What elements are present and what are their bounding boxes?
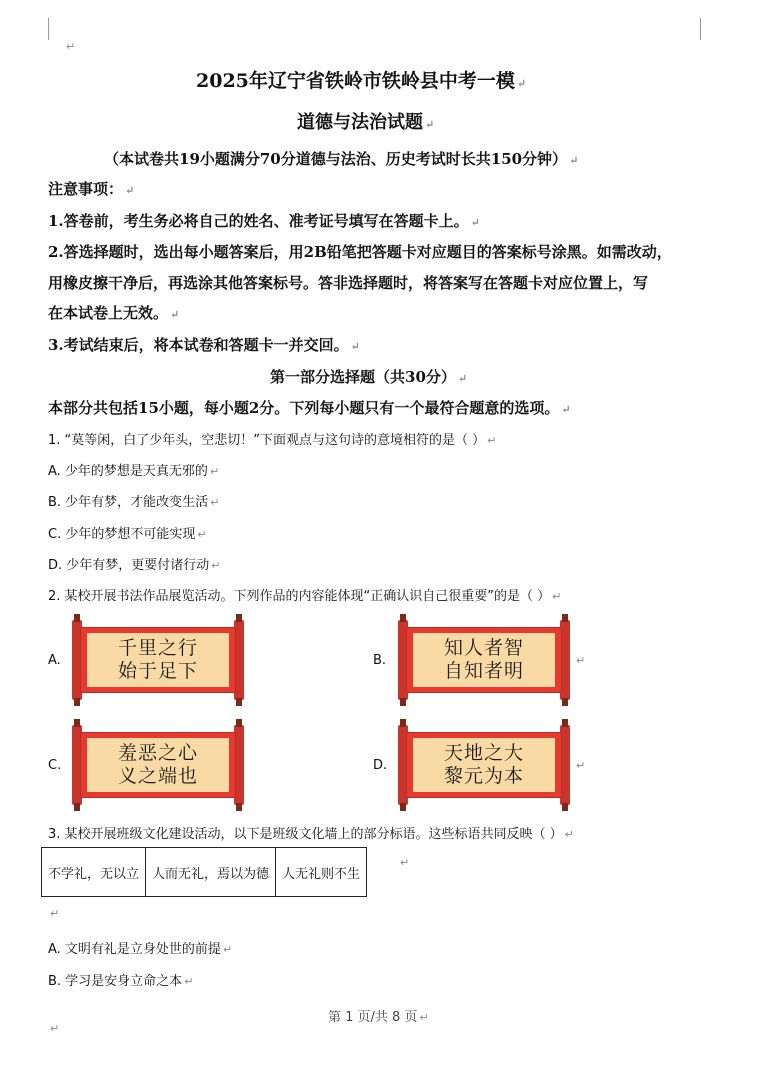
calligraphy-scroll-a	[72, 620, 244, 700]
paragraph-mark: ↵	[516, 77, 527, 90]
paragraph-mark: ↵	[419, 1011, 429, 1024]
crop-mark-left	[48, 18, 49, 40]
part1-intro: 本部分共包括15小题，每小题2分。下列每小题只有一个最符合题意的选项。 ↵	[48, 399, 571, 417]
question-2-stem: 2. 某校开展书法作品展览活动。下列作品的内容能体现“正确认识自己很重要”的是（ ） ↵	[48, 589, 562, 604]
notice-heading: 注意事项： ↵	[48, 180, 135, 198]
paragraph-mark: ↵	[184, 975, 194, 988]
scroll-text-line: 始于足下	[117, 660, 198, 682]
question-1-option-b: B. 少年有梦，才能改变生活 ↵	[48, 495, 220, 510]
calligraphy-scroll-d	[398, 725, 570, 805]
page-number: 第 1 页/共 8 页 ↵	[328, 1010, 429, 1025]
question-1-option-d: D. 少年有梦，更要付诸行动 ↵	[48, 558, 221, 573]
paragraph-mark: ↵	[552, 590, 562, 603]
question-3-stem: 3. 某校开展班级文化建设活动，以下是班级文化墙上的部分标语。这些标语共同反映（ ） ↵	[48, 827, 574, 842]
paragraph-mark: ↵	[457, 372, 468, 385]
paragraph-mark: ↵	[569, 154, 579, 167]
paragraph-mark: ↵	[50, 1022, 60, 1035]
notice-item: 在本试卷上无效。 ↵	[48, 304, 180, 322]
paragraph-mark: ↵	[576, 759, 586, 772]
paragraph-mark: ↵	[211, 559, 221, 572]
scroll-text-line: 黎元为本	[443, 765, 524, 787]
paragraph-mark: ↵	[210, 496, 220, 509]
exam-subtitle: 道德与法治试题 ↵	[297, 112, 435, 133]
question-2-option-a-letter: A.	[48, 653, 61, 668]
notice-item: 3.考试结束后，将本试卷和答题卡一并交回。 ↵	[48, 336, 360, 354]
question-1-option-a: A. 少年的梦想是天真无邪的 ↵	[48, 464, 220, 479]
paragraph-mark: ↵	[400, 856, 410, 869]
paragraph-mark: ↵	[350, 340, 360, 353]
scroll-text-line: 天地之大	[443, 742, 524, 764]
scroll-text-line: 知人者智	[443, 637, 524, 659]
paragraph-mark: ↵	[564, 828, 574, 841]
paragraph-mark: ↵	[66, 40, 76, 53]
crop-mark-right	[700, 18, 701, 40]
paragraph-mark: ↵	[561, 403, 571, 416]
paragraph-mark: ↵	[170, 308, 180, 321]
slogan-cell: 人而无礼，焉以为德	[146, 848, 276, 897]
exam-title: 2025年辽宁省铁岭市铁岭县中考一模 ↵	[196, 70, 527, 92]
calligraphy-scroll-b	[398, 620, 570, 700]
table-row	[42, 848, 367, 897]
exam-info: （本试卷共19小题满分70分道德与法治、历史考试时长共150分钟） ↵	[104, 150, 579, 168]
scroll-text-line: 义之端也	[117, 765, 198, 787]
question-2-option-d-letter: D.	[373, 758, 388, 773]
paragraph-mark: ↵	[425, 118, 435, 131]
notice-item: 2.答选择题时，选出每小题答案后，用2B铅笔把答题卡对应题目的答案标号涂黑。如需改动，	[48, 243, 672, 261]
paragraph-mark: ↵	[487, 434, 497, 447]
paragraph-mark: ↵	[209, 465, 220, 478]
slogan-cell: 不学礼，无以立	[42, 848, 146, 897]
question-1-stem: 1. “莫等闲，白了少年头，空悲切！”下面观点与这句诗的意境相符的是（ ） ↵	[48, 433, 497, 448]
slogan-cell: 人无礼则不生	[276, 848, 367, 897]
question-3-option-b: B. 学习是安身立命之本 ↵	[48, 974, 194, 989]
scroll-text-line: 自知者明	[443, 660, 524, 682]
question-2-option-b-letter: B.	[373, 653, 387, 668]
notice-item: 用橡皮擦干净后，再选涂其他答案标号。答非选择题时，将答案写在答题卡对应位置上，写	[48, 274, 649, 292]
part1-heading: 第一部分选择题（共30分） ↵	[270, 368, 468, 386]
paragraph-mark: ↵	[576, 654, 586, 667]
notice-item: 1.答卷前，考生务必将自己的姓名、准考证号填写在答题卡上。 ↵	[48, 212, 480, 230]
calligraphy-scroll-c	[72, 725, 244, 805]
scroll-text-line: 羞恶之心	[117, 742, 198, 764]
paragraph-mark: ↵	[125, 184, 135, 197]
paragraph-mark: ↵	[470, 216, 480, 229]
paragraph-mark: ↵	[50, 907, 60, 920]
paragraph-mark: ↵	[197, 528, 207, 541]
paragraph-mark: ↵	[222, 943, 233, 956]
question-1-option-c: C. 少年的梦想不可能实现 ↵	[48, 527, 207, 542]
scroll-text-line: 千里之行	[117, 637, 198, 659]
question-3-option-a: A. 文明有礼是立身处世的前提 ↵	[48, 942, 233, 957]
slogan-table	[41, 847, 367, 897]
question-2-option-c-letter: C.	[48, 758, 62, 773]
